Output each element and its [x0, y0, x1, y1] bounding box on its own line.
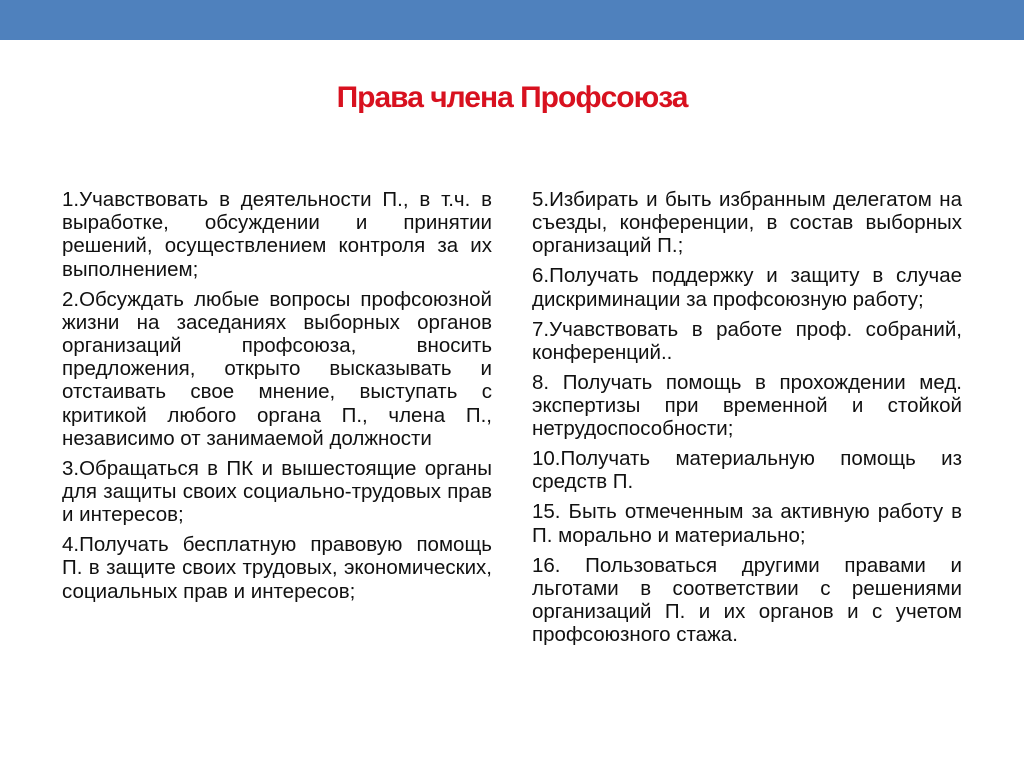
right-item-2: 2.Обсуждать любые вопросы профсоюзной жизни на заседаниях выборных органов организаций профсоюза, вносить предложения, открыто высказывать и отстаивать свое мнение, выступать с критикой любого органа П., члена П., независимо от занимаемой должности	[62, 287, 492, 450]
slide-title: Права члена Профсоюза	[336, 81, 688, 114]
right-item-10: 10.Получать материальную помощь из средств П.	[532, 447, 962, 494]
right-item-8: 8. Получать помощь в прохождении мед. экспертизы при временной и стойкой нетрудоспособности;	[532, 370, 962, 441]
right-item-3: 3.Обращаться в ПК и вышестоящие органы для защиты своих социально-трудовых прав и интересов;	[62, 456, 492, 527]
right-item-16: 16. Пользоваться другими правами и льготами в соответствии с решениями организаций П. и их органов и с учетом профсоюзного стажа.	[532, 553, 962, 647]
right-item-7: 7.Учавствовать в работе проф. собраний, конференций..	[532, 317, 962, 364]
right-item-6: 6.Получать поддержку и защиту в случае дискриминации за профсоюзную работу;	[532, 264, 962, 311]
right-item-4: 4.Получать бесплатную правовую помощь П. в защите своих трудовых, экономических, социальных прав и интересов;	[62, 533, 492, 603]
right-item-1: 1.Учавствовать в деятельности П., в т.ч. в выработке, обсуждении и принятии решений, осуществлением контроля за их выполнением;	[62, 188, 492, 281]
right-item-5: 5.Избирать и быть избранным делегатом на съезды, конференции, в состав выборных организаций П.;	[532, 188, 962, 258]
top-accent-bar	[0, 0, 1024, 40]
rights-column-right	[532, 188, 962, 653]
rights-column-left	[62, 188, 492, 610]
right-item-15: 15. Быть отмеченным за активную работу в П. морально и материально;	[532, 500, 962, 547]
